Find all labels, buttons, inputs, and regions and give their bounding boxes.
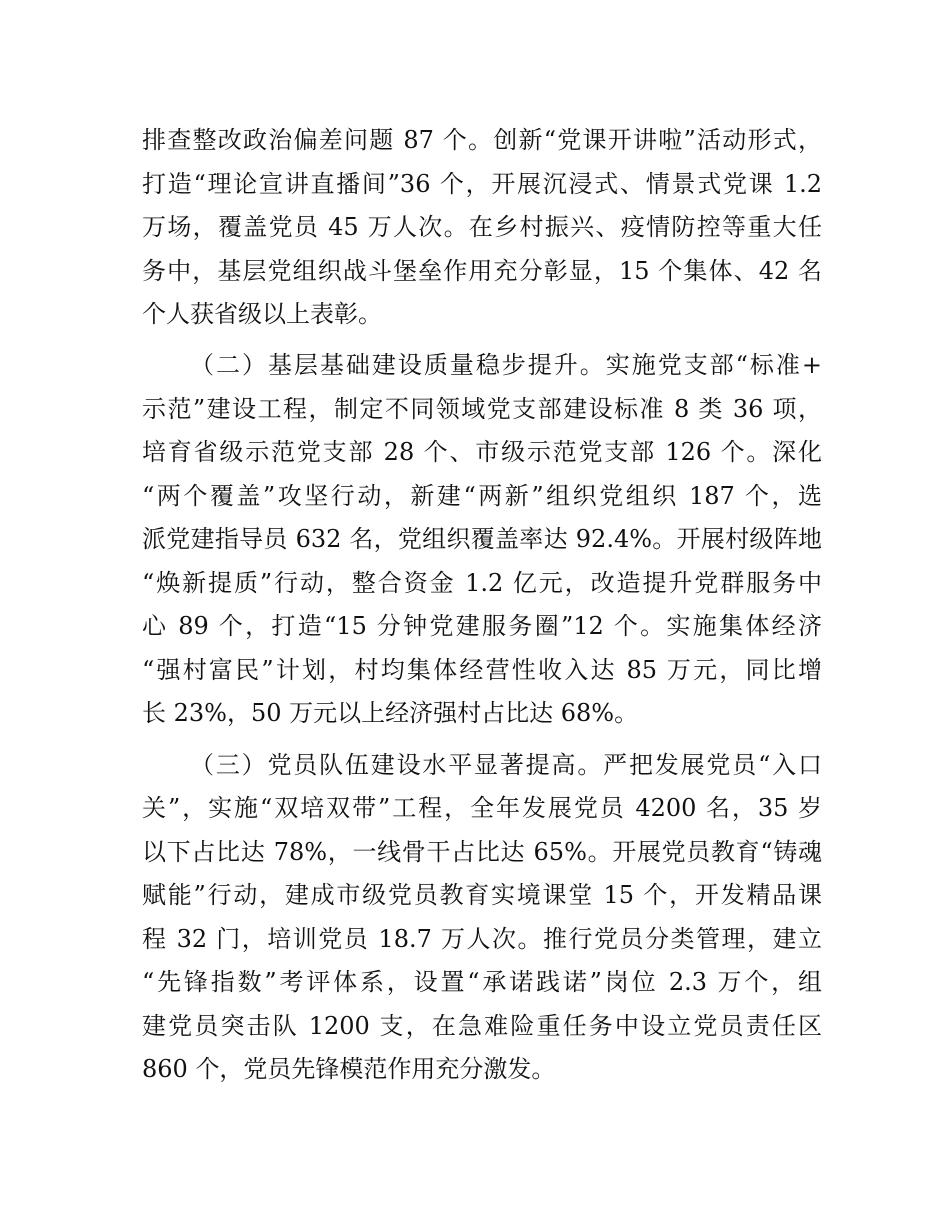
text-line: 派党建指导员 632 名，党组织覆盖率达 92.4%。开展村级阵地: [142, 525, 822, 553]
text-line: 打造“理论宣讲直播间”36 个，开展沉浸式、情景式党课 1.2: [142, 170, 822, 198]
text-line: “焕新提质”行动，整合资金 1.2 亿元，改造提升党群服务中: [142, 569, 822, 597]
text-line: “先锋指数”考评体系，设置“承诺践诺”岗位 2.3 万个，组: [142, 968, 822, 996]
text-line: 建党员突击队 1200 支，在急难险重任务中设立党员责任区: [142, 1012, 822, 1040]
text-line: 排查整改政治偏差问题 87 个。创新“党课开讲啦”活动形式，: [142, 126, 822, 154]
text-line: “两个覆盖”攻坚行动，新建“两新”组织党组织 187 个，选: [142, 482, 822, 510]
text-line: 万场，覆盖党员 45 万人次。在乡村振兴、疫情防控等重大任: [142, 213, 822, 241]
text-line: 示范”建设工程，制定不同领域党支部建设标准 8 类 36 项，: [142, 395, 822, 423]
text-line: 860 个，党员先锋模范作用充分激发。: [142, 1055, 556, 1083]
text-line: “强村富民”计划，村均集体经营性收入达 85 万元，同比增: [142, 656, 822, 684]
text-line: 以下占比达 78%，一线骨干占比达 65%。开展党员教育“铸魂: [142, 838, 822, 866]
section-heading-line: （二）基层基础建设质量稳步提升。实施党支部“标准+: [190, 351, 822, 379]
text-line: 培育省级示范党支部 28 个、市级示范党支部 126 个。深化: [142, 438, 822, 466]
text-line: 长 23%，50 万元以上经济强村占比达 68%。: [142, 699, 639, 727]
text-line: 程 32 门，培训党员 18.7 万人次。推行党员分类管理，建立: [142, 925, 822, 953]
section-heading-line: （三）党员队伍建设水平显著提高。严把发展党员“入口: [190, 751, 822, 779]
text-line: 关”，实施“双培双带”工程，全年发展党员 4200 名，35 岁: [142, 794, 822, 822]
text-line: 务中，基层党组织战斗堡垒作用充分彰显，15 个集体、42 名: [142, 257, 822, 285]
text-line: 个人获省级以上表彰。: [142, 300, 382, 328]
text-line: 赋能”行动，建成市级党员教育实境课堂 15 个，开发精品课: [142, 881, 822, 909]
text-line: 心 89 个，打造“15 分钟党建服务圈”12 个。实施集体经济: [142, 612, 822, 640]
